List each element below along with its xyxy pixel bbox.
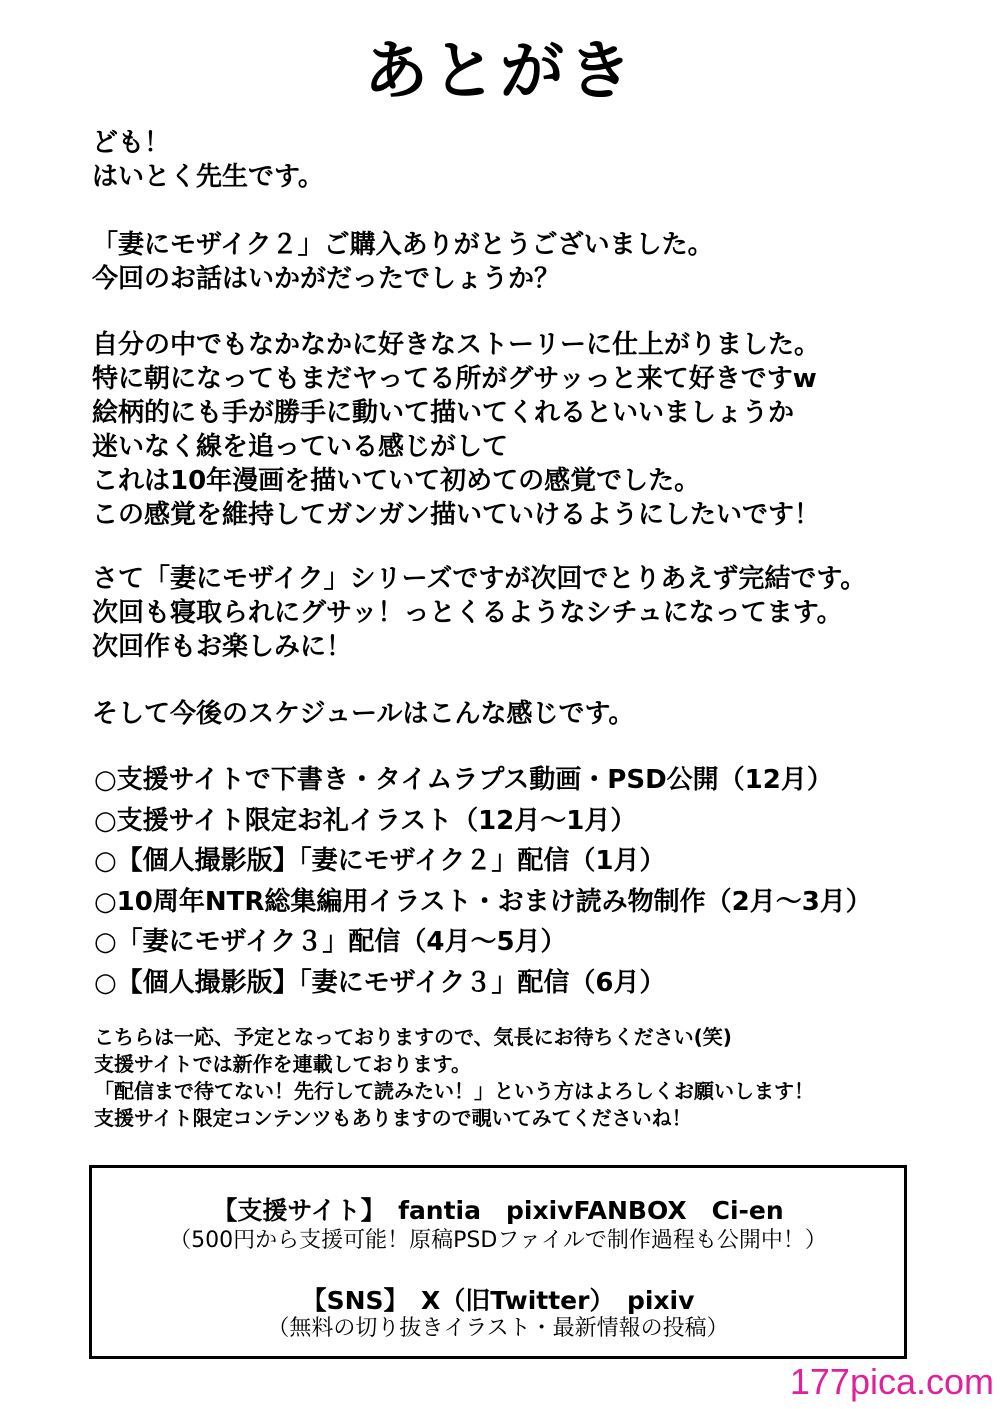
- page-title: あとがき: [364, 35, 636, 109]
- sns-description: （無料の切り抜きイラスト・最新情報の投稿）: [267, 1316, 729, 1341]
- text-line: 「妻にモザイク２」ご購入ありがとうございました。: [92, 230, 714, 260]
- text-line: 次回も寝取られにグサッ！っとくるようなシチュになってます。: [92, 598, 843, 628]
- paragraph-schedule-intro: [92, 697, 972, 731]
- paragraph-story-comments: [92, 328, 972, 532]
- links-box: [89, 1165, 907, 1359]
- schedule-item: ○「妻にモザイク３」配信（4月～5月）: [94, 927, 567, 957]
- schedule-item: ○【個人撮影版】「妻にモザイク３」配信（6月）: [94, 967, 666, 998]
- note-line: 支援サイトでは新作を連載しております。: [94, 1052, 471, 1076]
- text-line: さて「妻にモザイク」シリーズですが次回でとりあえず完結です。: [92, 564, 867, 594]
- text-line: 特に朝になってもまだヤってる所がグサッっと来て好きですw: [92, 364, 817, 394]
- support-sites-description: （500円から支援可能！原稿PSDファイルで制作過程も公開中！）: [169, 1228, 827, 1253]
- text-line: 今回のお話はいかがだったでしょうか？: [92, 264, 561, 294]
- text-line: これは10年漫画を描いていて初めての感覚でした。: [92, 466, 701, 496]
- text-line: はいとく先生です。: [92, 162, 324, 192]
- paragraph-greeting: [92, 126, 972, 194]
- sns-heading: 【SNS】 X（旧Twitter） pixiv: [301, 1286, 695, 1315]
- schedule-item: ○支援サイト限定お礼イラスト（12月～1月）: [94, 805, 637, 836]
- schedule-item: ○【個人撮影版】「妻にモザイク２」配信（1月）: [94, 846, 666, 876]
- paragraph-next-work: [92, 562, 972, 664]
- schedule-list: [94, 760, 974, 1003]
- paragraph-thanks: [92, 228, 972, 296]
- schedule-item: ○10周年NTR総集編用イラスト・おまけ読み物制作（2月～3月）: [94, 886, 872, 917]
- text-line: ども！: [92, 128, 171, 158]
- text-line: 自分の中でもなかなかに好きなストーリーに仕上がりました。: [92, 330, 821, 360]
- note-line: 「配信まで待てない！先行して読みたい！」という方はよろしくお願いします！: [94, 1079, 814, 1103]
- text-line: 迷いなく線を追っている感じがして: [92, 432, 509, 462]
- note-line: こちらは一応、予定となっておりますので、気長にお待ちください(笑): [94, 1025, 732, 1049]
- note-line: 支援サイト限定コンテンツもありますので覗いてみてくださいね！: [94, 1106, 692, 1130]
- schedule-item: ○支援サイトで下書き・タイムラプス動画・PSD公開（12月）: [94, 765, 833, 795]
- text-line: 次回作もお楽しみに！: [92, 632, 353, 662]
- watermark: 177pica.com: [789, 1361, 994, 1402]
- text-line: 絵柄的にも手が勝手に動いて描いてくれるといいましょうか: [92, 398, 795, 428]
- text-line: そして今後のスケジュールはこんな感じです。: [92, 699, 635, 729]
- support-sites-heading: 【支援サイト】 fantia pixivFANBOX Ci-en: [212, 1196, 784, 1225]
- notes-block: [94, 1024, 974, 1132]
- text-line: この感覚を維持してガンガン描いていけるようにしたいです！: [92, 500, 821, 530]
